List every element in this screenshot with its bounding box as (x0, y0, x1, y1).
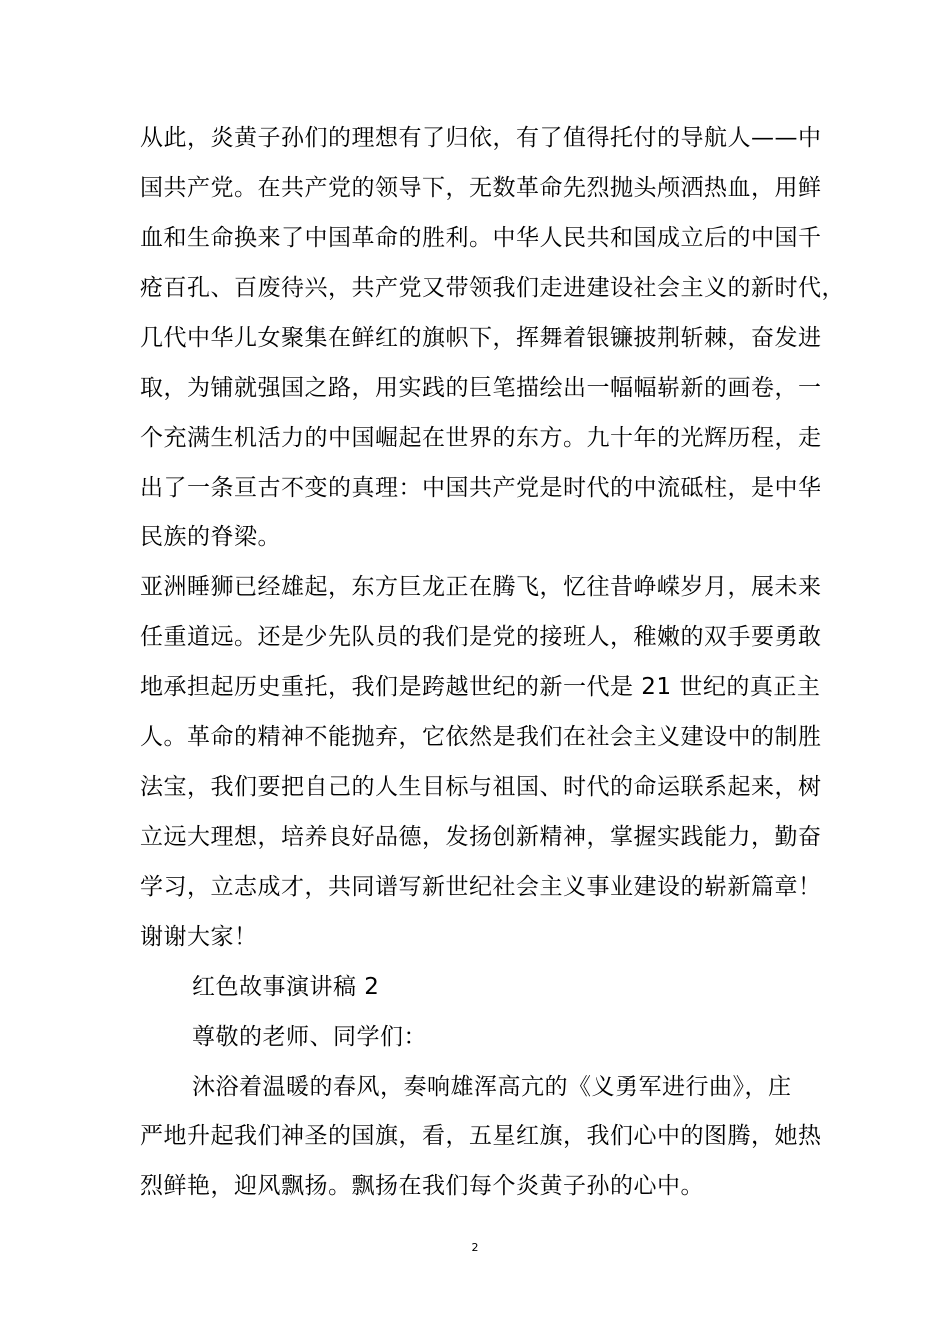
paragraph-line: 亚洲睡狮已经雄起，东方巨龙正在腾飞，忆往昔峥嵘岁月，展未来 (140, 574, 822, 600)
paragraph-line: 任重道远。还是少先队员的我们是党的接班人，稚嫩的双手要勇敢 (140, 624, 822, 650)
paragraph-line: 法宝，我们要把自己的人生目标与祖国、时代的命运联系起来，树 (140, 774, 822, 800)
paragraph-line: 学习，立志成才，共同谱写新世纪社会主义事业建设的崭新篇章！ (140, 874, 822, 900)
paragraph-line: 民族的脊梁。 (140, 524, 281, 550)
paragraph-line: 烈鲜艳，迎风飘扬。飘扬在我们每个炎黄子孙的心中。 (140, 1173, 704, 1199)
paragraph-line: 国共产党。在共产党的领导下，无数革命先烈抛头颅洒热血，用鲜 (140, 175, 822, 201)
closing-line: 谢谢大家！ (140, 924, 258, 950)
paragraph-line: 严地升起我们神圣的国旗，看，五星红旗，我们心中的图腾，她热 (140, 1123, 822, 1149)
page-number: 2 (471, 1241, 479, 1254)
paragraph-line: 地承担起历史重托，我们是跨越世纪的新一代是 21 世纪的真正主 (140, 674, 821, 700)
paragraph-line: 出了一条亘古不变的真理：中国共产党是时代的中流砥柱，是中华 (140, 475, 822, 501)
paragraph-line: 取，为铺就强国之路，用实践的巨笔描绘出一幅幅崭新的画卷，一 (140, 375, 822, 401)
paragraph-line: 疮百孔、百废待兴，共产党又带领我们走进建设社会主义的新时代， (140, 275, 845, 301)
paragraph-line: 人。革命的精神不能抛弃，它依然是我们在社会主义建设中的制胜 (140, 724, 822, 750)
paragraph-line: 几代中华儿女聚集在鲜红的旗帜下，挥舞着银镰披荆斩棘，奋发进 (140, 325, 822, 351)
paragraph-line: 血和生命换来了中国革命的胜利。中华人民共和国成立后的中国千 (140, 225, 822, 251)
paragraph-line: 沐浴着温暖的春风，奏响雄浑高亢的《义勇军进行曲》，庄 (192, 1074, 792, 1100)
paragraph-line: 个充满生机活力的中国崛起在世界的东方。九十年的光辉历程，走 (140, 425, 822, 451)
paragraph-line: 立远大理想，培养良好品德，发扬创新精神，掌握实践能力，勤奋 (140, 824, 822, 850)
section-title: 红色故事演讲稿 2 (192, 974, 380, 1000)
paragraph-line: 从此，炎黄子孙们的理想有了归依，有了值得托付的导航人——中 (140, 125, 822, 151)
salutation: 尊敬的老师、同学们： (192, 1024, 427, 1050)
